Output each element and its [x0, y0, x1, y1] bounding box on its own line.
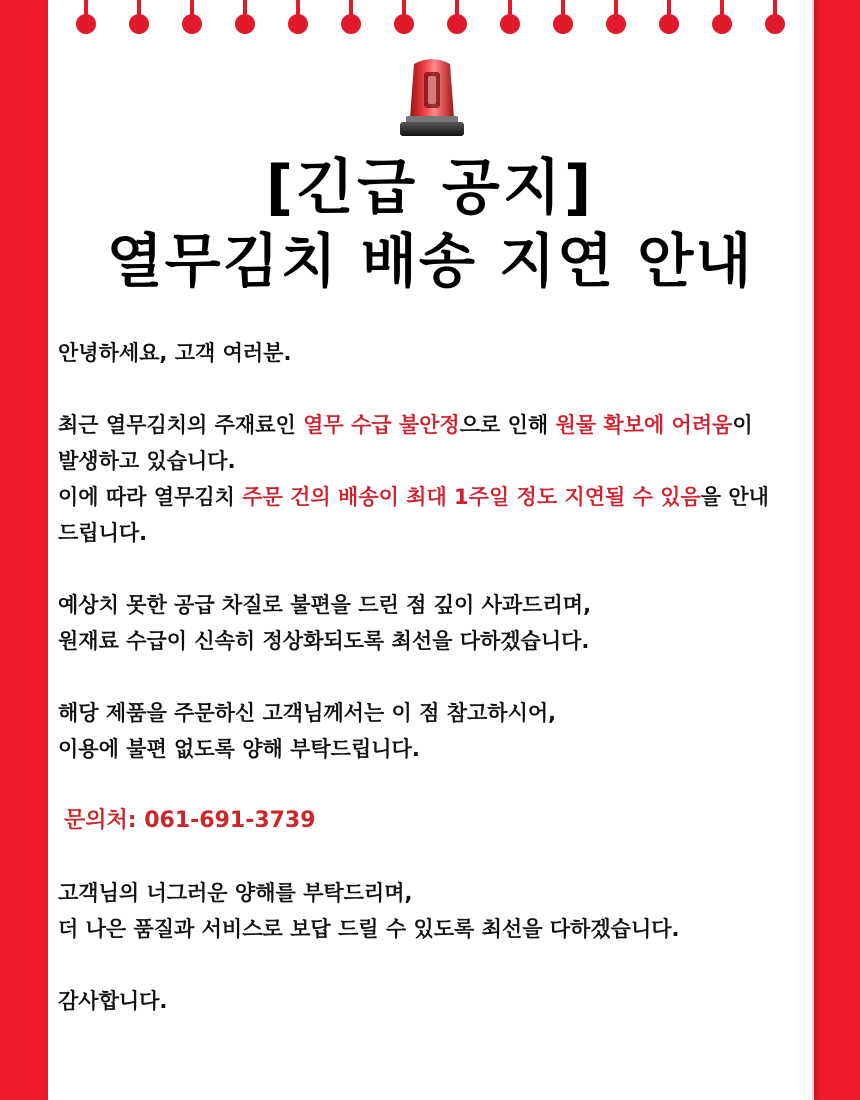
highlight-delay: 주문 건의 배송이 최대 1주일 정도 지연될 수 있음	[242, 485, 701, 509]
greeting: 안녕하세요, 고객 여러분.	[58, 341, 292, 365]
binder-ring	[243, 0, 247, 18]
contact-info: 문의처: 061-691-3739	[64, 808, 316, 833]
binder-ring	[402, 0, 406, 18]
reference-line1: 해당 제품을 주문하신 고객님께서는 이 점 참고하시어,	[58, 701, 557, 725]
binder-ring	[508, 0, 512, 18]
apology-line2: 원재료 수급이 신속히 정상화되도록 최선을 다하겠습니다.	[58, 629, 590, 653]
apology-line1: 예상치 못한 공급 차질로 불편을 드린 점 깊이 사과드리며,	[58, 593, 592, 617]
binder-ring	[773, 0, 777, 18]
highlight-shortage: 원물 확보에 어려움	[555, 413, 733, 437]
notice-title: [긴급 공지]	[265, 153, 595, 223]
thanks-line1: 고객님의 너그러운 양해를 부탁드리며,	[58, 881, 413, 905]
binder-ring	[614, 0, 618, 18]
reference-line2: 이용에 불편 없도록 양해 부탁드립니다.	[58, 737, 420, 761]
binder-ring	[137, 0, 141, 18]
paragraph-supply-issue: 최근 열무김치의 주재료인 열무 수급 불안정으로 인해 원물 확보에 어려움이	[58, 413, 753, 437]
binder-ring	[561, 0, 565, 18]
paragraph-delay: 이에 따라 열무김치 주문 건의 배송이 최대 1주일 정도 지연될 수 있음을 안내	[58, 485, 769, 509]
highlight-supply: 열무 수급 불안정	[303, 413, 460, 437]
binder-ring	[720, 0, 724, 18]
binder-ring	[667, 0, 671, 18]
notice-body: 안녕하세요, 고객 여러분. 최근 열무김치의 주재료인 열무 수급 불안정으로 인해 원물 확보에 어려움이 발생하고 있습니다. 이에 따라 열무김치 주문 건의 배송이 최대 1주일 정도 지연될 수 있음을 안내 드립니다. 예상치 못한 공급 차질로 불편을 드린 점 깊이 사과드리며, 원재료 수급이 신속히 정상화되도록 최선을 다하겠습니다. 해당 제품을 주문하신 고객님께서는 이 점 참고하시어, 이용에 불편 없도록 양해 부탁드립니다. 문의처: 061-691-3739 고객님의 너그러운 양해를 부탁드리며, 더 나은 품질과 서비스로 보답 드릴 수 있도록 최선을 다하겠습니다. 감사합니다.	[58, 335, 808, 1019]
thanks-line2: 더 나은 품질과 서비스로 보답 드릴 수 있도록 최선을 다하겠습니다.	[58, 917, 680, 941]
siren-icon	[396, 52, 468, 138]
binder-ring	[84, 0, 88, 18]
binder-ring	[349, 0, 353, 18]
binder-ring	[190, 0, 194, 18]
binder-ring	[455, 0, 459, 18]
binder-ring	[296, 0, 300, 18]
notice-paper	[48, 0, 814, 1100]
binder-rings	[48, 0, 812, 60]
notice-subtitle: 열무김치 배송 지연 안내	[106, 227, 754, 295]
closing: 감사합니다.	[58, 989, 168, 1013]
